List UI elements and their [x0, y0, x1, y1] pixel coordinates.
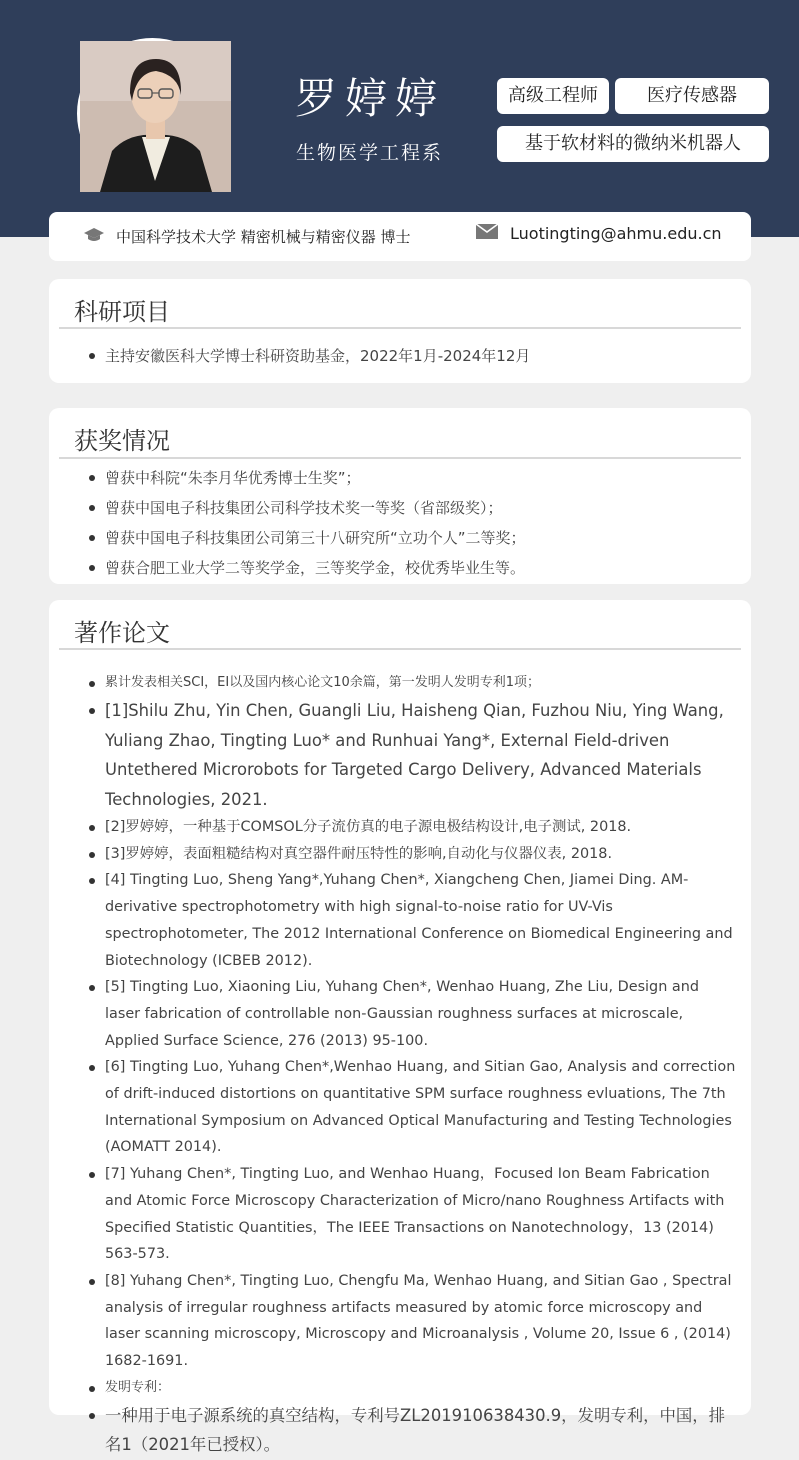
- list-item: 主持安徽医科大学博士科研资助基金，2022年1月-2024年12月: [89, 341, 737, 371]
- list-item: 一种用于电子源系统的真空结构，专利号ZL201910638430.9，发明专利，中国，排名1（2021年已授权）。: [89, 1401, 737, 1460]
- avatar: [77, 38, 228, 189]
- section-title: 获奖情况: [74, 427, 170, 455]
- person-name: 罗婷婷: [295, 74, 446, 123]
- list-item: [2]罗婷婷，一种基于COMSOL分子流仿真的电子源电极结构设计,电子测试, 2018.: [89, 814, 737, 841]
- section-title: 著作论文: [74, 619, 170, 647]
- list-item: [1]Shilu Zhu, Yin Chen, Guangli Liu, Haisheng Qian, Fuzhou Niu, Ying Wang, Yuliang Zhao, Tingting Luo* and Runhuai Yang*, External Field-driven Untethered Microrobots for Targeted Cargo Delivery, Advanced Materials Technologies, 2021.: [89, 696, 737, 814]
- awards-list: [89, 463, 737, 583]
- education-text: 中国科学技术大学 精密机械与精密仪器 博士: [116, 228, 411, 246]
- list-item: [6] Tingting Luo, Yuhang Chen*,Wenhao Huang, and Sitian Gao, Analysis and correction of drift-induced distortions on quantitative SPM surface roughness evluations, The 7th International Symposium on Advanced Optical Manufacturing and Testing Technologies (AOMATT 2014).: [89, 1054, 737, 1161]
- publications-list: [89, 670, 737, 1460]
- list-item: [4] Tingting Luo, Sheng Yang*,Yuhang Chen*, Xiangcheng Chen, Jiamei Ding. AM-derivative spectrophotometry with high signal-to-noise ratio for UV-Vis spectrophotometer, The 2012 International Conference on Biomedical Engineering and Biotechnology (ICBEB 2012).: [89, 867, 737, 974]
- list-item: 发明专利：: [89, 1375, 737, 1401]
- email-info: [476, 224, 722, 243]
- list-item: [3]罗婷婷，表面粗糙结构对真空器件耐压特性的影响,自动化与仪器仪表, 2018.: [89, 841, 737, 868]
- education-info: [84, 226, 411, 247]
- publications-card: [49, 600, 751, 1455]
- tag-research-area: 基于软材料的微纳米机器人: [497, 126, 769, 162]
- list-item: [5] Tingting Luo, Xiaoning Liu, Yuhang Chen*, Wenhao Huang, Zhe Liu, Design and laser fabrication of controllable non-Gaussian roughness surfaces at microscale, Applied Surface Science, 276 (2013) 95-100.: [89, 974, 737, 1054]
- list-item: 曾获合肥工业大学二等奖学金，三等奖学金，校优秀毕业生等。: [89, 553, 737, 583]
- divider: [59, 648, 741, 650]
- list-item: [7] Yuhang Chen*, Tingting Luo, and Wenhao Huang，Focused Ion Beam Fabrication and Atomic Force Microscopy Characterization of Micro/nano Roughness Artifacts with Specified Statistic Quantities，The IEEE Transactions on Nanotechnology，13 (2014) 563-573.: [89, 1161, 737, 1268]
- list-item: 曾获中国电子科技集团公司科学技术奖一等奖（省部级奖）；: [89, 493, 737, 523]
- list-item: 曾获中国电子科技集团公司第三十八研究所“立功个人”二等奖；: [89, 523, 737, 553]
- research-card: [49, 279, 751, 383]
- section-title: 科研项目: [74, 298, 170, 326]
- profile-header: [0, 0, 799, 237]
- tag-title: 高级工程师: [497, 78, 609, 114]
- tag-field: 医疗传感器: [615, 78, 769, 114]
- graduation-cap-icon: [84, 227, 116, 247]
- list-item: 累计发表相关SCI，EI以及国内核心论文10余篇，第一发明人发明专利1项；: [89, 670, 737, 696]
- divider: [59, 327, 741, 329]
- awards-card: [49, 408, 751, 584]
- department: 生物医学工程系: [296, 142, 444, 164]
- divider: [59, 457, 741, 459]
- list-item: [8] Yuhang Chen*, Tingting Luo, Chengfu Ma, Wenhao Huang, and Sitian Gao , Spectral analysis of irregular roughness artifacts measured by atomic force microscopy and laser scanning microscopy, Microscopy and Microanalysis , Volume 20, Issue 6 , (2014) 1682-1691.: [89, 1268, 737, 1375]
- envelope-icon: [476, 224, 510, 243]
- list-item: 曾获中科院“朱李月华优秀博士生奖”；: [89, 463, 737, 493]
- research-list: [89, 341, 737, 371]
- email-text[interactable]: Luotingting@ahmu.edu.cn: [510, 224, 722, 243]
- contact-bar: [49, 212, 751, 261]
